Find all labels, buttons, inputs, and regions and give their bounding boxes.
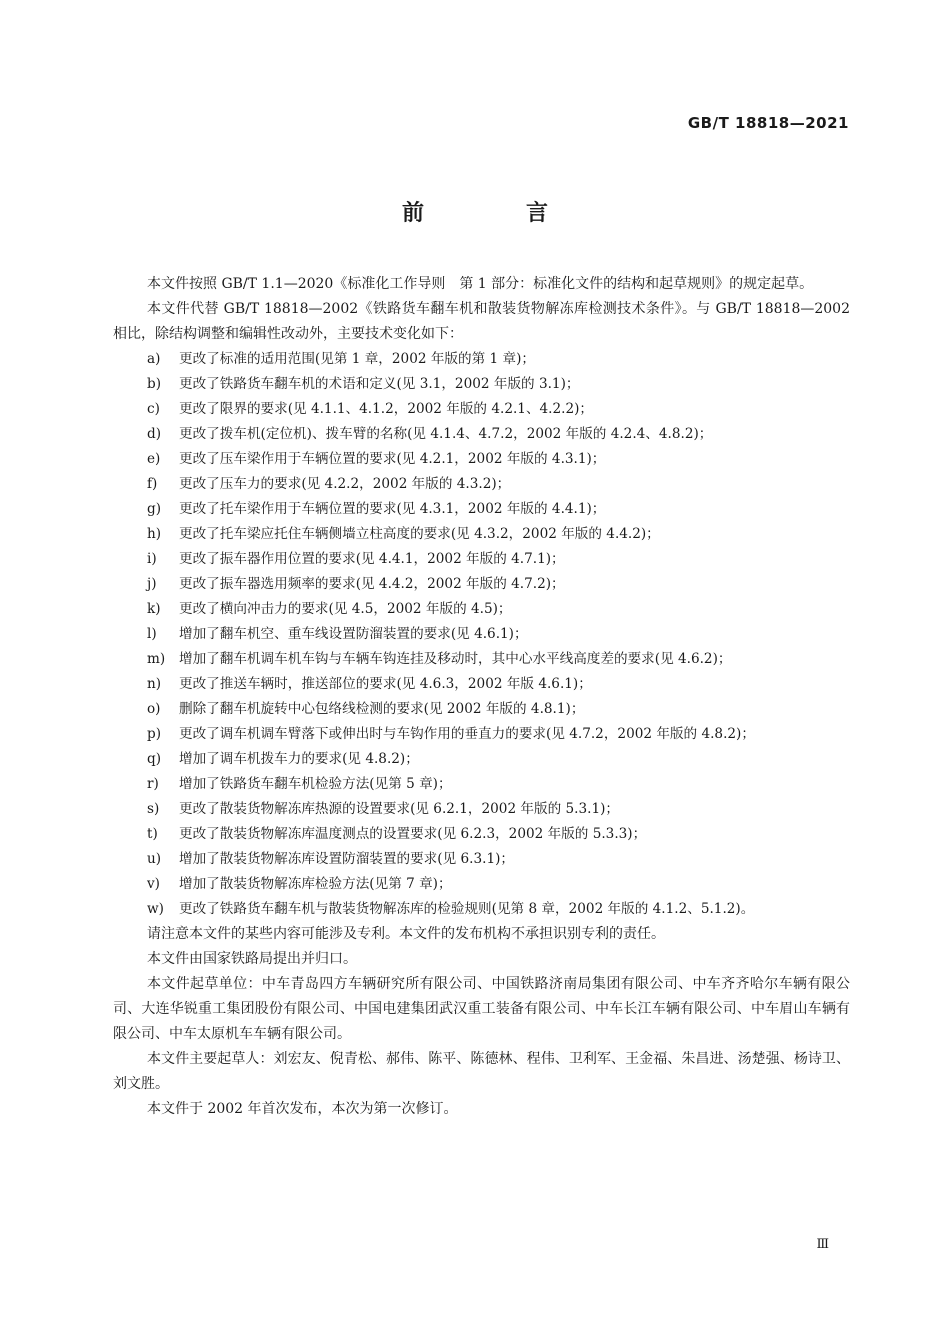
list-item	[113, 797, 850, 822]
list-marker: d)	[147, 426, 162, 442]
list-item	[113, 397, 850, 422]
list-item	[113, 422, 850, 447]
list-item-text: 更改了推送车辆时，推送部位的要求(见 4.6.3，2002 年版 4.6.1)；	[179, 676, 592, 692]
publication-history-paragraph: 本文件于 2002 年首次发布，本次为第一次修订。	[147, 1101, 458, 1117]
list-item-text: 增加了翻车机空、重车线设置防溜装置的要求(见 4.6.1)；	[179, 626, 528, 642]
list-item	[113, 372, 850, 397]
proposer-paragraph: 本文件由国家铁路局提出并归口。	[147, 951, 357, 967]
list-marker: e)	[147, 451, 161, 467]
list-item-text: 增加了散装货物解冻库设置防溜装置的要求(见 6.3.1)；	[179, 851, 514, 867]
list-item	[113, 697, 850, 722]
list-item-text: 更改了托车梁作用于车辆位置的要求(见 4.3.1，2002 年版的 4.4.1)；	[179, 501, 606, 517]
list-item	[113, 472, 850, 497]
list-marker: s)	[147, 801, 160, 817]
list-marker: c)	[147, 401, 160, 417]
drafters-paragraph: 本文件主要起草人：刘宏友、倪青松、郝伟、陈平、陈德林、程伟、卫利军、王金福、朱昌进、汤楚强、杨诗卫、刘文胜。	[113, 1051, 850, 1092]
list-item-text: 更改了铁路货车翻车机与散装货物解冻库的检验规则(见第 8 章，2002 年版的 4.1.2、5.1.2)。	[179, 901, 755, 917]
intro-paragraph: 本文件按照 GB/T 1.1—2020《标准化工作导则 第 1 部分：标准化文件的结构和起草规则》的规定起草。	[147, 276, 814, 292]
list-item-text: 更改了拨车机(定位机)、拨车臂的名称(见 4.1.4、4.7.2，2002 年版的 4.2.4、4.8.2)；	[179, 426, 713, 442]
patent-notice: 请注意本文件的某些内容可能涉及专利。本文件的发布机构不承担识别专利的责任。	[147, 926, 665, 942]
list-item	[113, 447, 850, 472]
list-item	[113, 747, 850, 772]
list-marker: r)	[147, 776, 159, 792]
list-item-text: 增加了调车机拨车力的要求(见 4.8.2)；	[179, 751, 419, 767]
list-item-text: 更改了横向冲击力的要求(见 4.5，2002 年版的 4.5)；	[179, 601, 512, 617]
list-item-text: 更改了振车器选用频率的要求(见 4.4.2，2002 年版的 4.7.2)；	[179, 576, 565, 592]
list-item	[113, 722, 850, 747]
list-item	[113, 872, 850, 897]
list-marker: o)	[147, 701, 161, 717]
list-item-text: 更改了调车机调车臂落下或伸出时与车钩作用的垂直力的要求(见 4.7.2，2002 年版的 4.8.2)；	[179, 726, 755, 742]
list-marker: t)	[147, 826, 158, 842]
list-marker: l)	[147, 626, 157, 642]
list-marker: f)	[147, 476, 158, 492]
list-marker: m)	[147, 651, 166, 667]
list-item-text: 更改了标准的适用范围(见第 1 章，2002 年版的第 1 章)；	[179, 351, 535, 367]
list-item-text: 增加了铁路货车翻车机检验方法(见第 5 章)；	[179, 776, 452, 792]
list-marker: g)	[147, 501, 162, 517]
list-item-text: 更改了压车力的要求(见 4.2.2，2002 年版的 4.3.2)；	[179, 476, 511, 492]
list-item	[113, 522, 850, 547]
changes-list	[113, 347, 850, 922]
list-marker: n)	[147, 676, 162, 692]
list-marker: j)	[147, 576, 157, 592]
page-title: 前 言	[401, 201, 588, 226]
list-item-text: 删除了翻车机旋转中心包络线检测的要求(见 2002 年版的 4.8.1)；	[179, 701, 585, 717]
list-marker: w)	[147, 901, 164, 917]
intro-paragraph: 本文件代替 GB/T 18818—2002《铁路货车翻车机和散装货物解冻库检测技术条件》。与 GB/T 18818—2002 相比，除结构调整和编辑性改动外，主要技术变化如下：	[113, 301, 850, 342]
list-marker: a)	[147, 351, 161, 367]
list-item-text: 更改了铁路货车翻车机的术语和定义(见 3.1，2002 年版的 3.1)；	[179, 376, 580, 392]
list-marker: k)	[147, 601, 161, 617]
list-item	[113, 897, 850, 922]
list-item-text: 增加了散装货物解冻库检验方法(见第 7 章)；	[179, 876, 452, 892]
list-item	[113, 672, 850, 697]
list-item	[113, 822, 850, 847]
list-item-text: 更改了托车梁应托住车辆侧墙立柱高度的要求(见 4.3.2，2002 年版的 4.4.2)；	[179, 526, 660, 542]
list-item	[113, 597, 850, 622]
list-item	[113, 547, 850, 572]
list-item-text: 更改了振车器作用位置的要求(见 4.4.1，2002 年版的 4.7.1)；	[179, 551, 565, 567]
list-item-text: 更改了散装货物解冻库热源的设置要求(见 6.2.1，2002 年版的 5.3.1)；	[179, 801, 619, 817]
list-marker: p)	[147, 726, 162, 742]
standard-code: GB/T 18818—2021	[687, 114, 849, 132]
list-marker: i)	[147, 551, 157, 567]
list-marker: h)	[147, 526, 162, 542]
list-marker: u)	[147, 851, 162, 867]
list-item-text: 更改了散装货物解冻库温度测点的设置要求(见 6.2.3，2002 年版的 5.3.3)；	[179, 826, 647, 842]
foreword-body	[113, 272, 850, 1122]
list-item	[113, 772, 850, 797]
list-item	[113, 497, 850, 522]
list-item	[113, 647, 850, 672]
list-item-text: 更改了限界的要求(见 4.1.1、4.1.2，2002 年版的 4.2.1、4.2.2)；	[179, 401, 594, 417]
list-item-text: 增加了翻车机调车机车钩与车辆车钩连挂及移动时，其中心水平线高度差的要求(见 4.6.2)；	[179, 651, 732, 667]
list-item	[113, 347, 850, 372]
list-item	[113, 572, 850, 597]
list-marker: q)	[147, 751, 162, 767]
drafting-units-paragraph: 本文件起草单位：中车青岛四方车辆研究所有限公司、中国铁路济南局集团有限公司、中车齐齐哈尔车辆有限公司、大连华锐重工集团股份有限公司、中国电建集团武汉重工装备有限公司、中车长江车辆有限公司、中车眉山车辆有限公司、中车太原机车车辆有限公司。	[113, 976, 850, 1042]
page-number: Ⅲ	[816, 1237, 829, 1252]
list-marker: v)	[147, 876, 160, 892]
list-item	[113, 622, 850, 647]
list-marker: b)	[147, 376, 162, 392]
list-item	[113, 847, 850, 872]
list-item-text: 更改了压车梁作用于车辆位置的要求(见 4.2.1，2002 年版的 4.3.1)；	[179, 451, 606, 467]
